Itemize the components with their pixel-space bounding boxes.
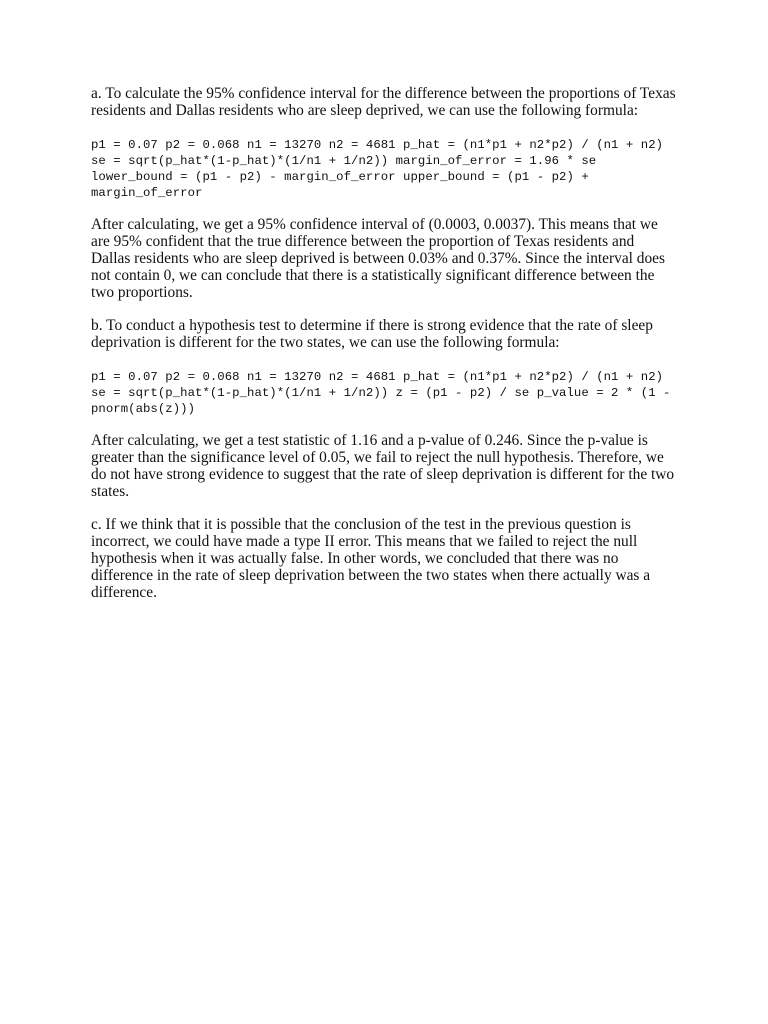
part-c-text: c. If we think that it is possible that the conclusion of the test in the previous question is incorrect, we could have made a type II error. This means that we failed to reject the null hypothesis when it was actually false. In other words, we concluded that there was no difference in the rate of sleep deprivation between the two states when there actually was a difference. [91, 516, 651, 601]
part-b-intro: b. To conduct a hypothesis test to determine if there is strong evidence that the rate of sleep deprivation is different for the two states, we can use the following formula: [91, 317, 653, 351]
part-b-result: After calculating, we get a test statistic of 1.16 and a p-value of 0.246. Since the p-value is greater than the significance level of 0.05, we fail to reject the null hypothesis. Therefore, we do not have strong evidence to suggest that the rate of sleep deprivation is different for the two states. [91, 432, 675, 500]
document-page [91, 85, 677, 601]
part-a-code: p1 = 0.07 p2 = 0.068 n1 = 13270 n2 = 4681 p_hat = (n1*p1 + n2*p2) / (n1 + n2) se = sqrt(p_hat*(1-p_hat)*(1/n1 + 1/n2)) margin_of_error = 1.96 * se lower_bound = (p1 - p2) - margin_of_error upper_bound = (p1 - p2) + margin_of_error [91, 138, 664, 200]
part-a-intro: a. To calculate the 95% confidence interval for the difference between the proportions of Texas residents and Dallas residents who are sleep deprived, we can use the following formula: [91, 85, 676, 119]
part-b-code: p1 = 0.07 p2 = 0.068 n1 = 13270 n2 = 4681 p_hat = (n1*p1 + n2*p2) / (n1 + n2) se = sqrt(p_hat*(1-p_hat)*(1/n1 + 1/n2)) z = (p1 - p2) / se p_value = 2 * (1 - pnorm(abs(z))) [91, 370, 671, 416]
part-a-result: After calculating, we get a 95% confidence interval of (0.0003, 0.0037). This means that we are 95% confident that the true difference between the proportion of Texas residents and Dallas residents who are sleep deprived is between 0.03% and 0.37%. Since the interval does not contain 0, we can conclude that there is a statistically significant difference between the two proportions. [91, 216, 665, 301]
